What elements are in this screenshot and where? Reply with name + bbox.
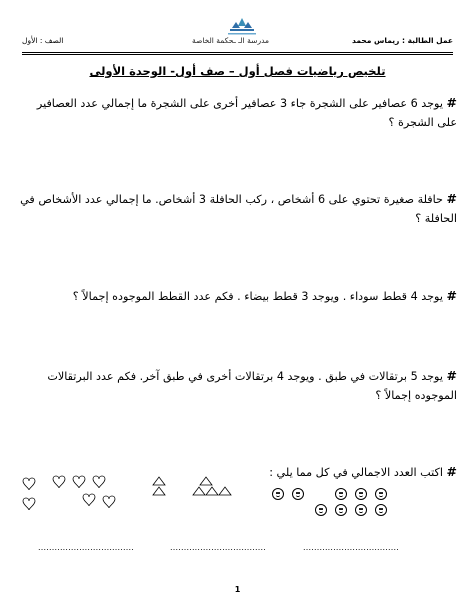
smiley-icon xyxy=(375,488,387,500)
student-name: عمل الطالبة : ريماس محمد xyxy=(352,36,453,45)
page-title: تلخيص رياضيات فصل أول – صف أول- الوحدة الأولى xyxy=(89,64,386,78)
answer-line-1[interactable]: ................................... xyxy=(38,543,135,552)
answer-line-3[interactable]: ................................... xyxy=(303,543,400,552)
question-text: يوجد 6 عصافير على الشجرة جاء 3 عصافير أخرى على الشجرة ما إجمالي عدد العصافير على الشجرة ؟ xyxy=(36,97,457,129)
answer-line-2[interactable]: ................................... xyxy=(170,543,267,552)
counting-shapes xyxy=(0,458,475,518)
page-number: 1 xyxy=(234,585,241,594)
smiley-icon xyxy=(335,488,347,500)
smiley-icon xyxy=(375,504,387,516)
question-marker: # xyxy=(446,464,457,479)
question-marker: # xyxy=(446,191,457,206)
question-marker: # xyxy=(446,95,457,110)
question-text: يوجد 4 قطط سوداء . ويوجد 3 قطط بيضاء . فكم عدد القطط الموجوده إجمالاً ؟ xyxy=(72,290,443,303)
header-divider-2 xyxy=(22,54,453,55)
hearts-group-icon xyxy=(20,474,120,514)
question-marker: # xyxy=(446,368,457,383)
question-4 xyxy=(17,366,457,405)
smiley-icon xyxy=(292,488,304,500)
school-name: مدرسة الـ ـحكمة الخاصة xyxy=(192,36,270,45)
smiley-icon xyxy=(355,488,367,500)
smiley-icon xyxy=(335,504,347,516)
header-divider xyxy=(22,52,453,53)
smiley-icon xyxy=(355,504,367,516)
grade-label: الصف : الأول xyxy=(22,36,64,45)
smiley-icon xyxy=(315,504,327,516)
question-1 xyxy=(17,93,457,132)
question-3 xyxy=(17,286,457,306)
page-header xyxy=(22,22,453,50)
question-text: اكتب العدد الاجمالي في كل مما يلي : xyxy=(269,466,443,479)
question-2 xyxy=(17,189,457,228)
question-text: حافلة صغيرة تحتوي على 6 أشخاص ، ركب الحافلة 3 أشخاص. ما إجمالي عدد الأشخاص في الحافلة ؟ xyxy=(20,193,457,225)
question-marker: # xyxy=(446,288,457,303)
smiley-icon xyxy=(272,488,284,500)
triangles-group-icon xyxy=(150,474,250,514)
school-logo-icon xyxy=(222,16,262,38)
question-text: يوجد 5 برتقالات في طبق . ويوجد 4 برتقالات أخرى في طبق آخر. فكم عدد البرتقالات الموجوده إجمالاً ؟ xyxy=(47,370,457,402)
